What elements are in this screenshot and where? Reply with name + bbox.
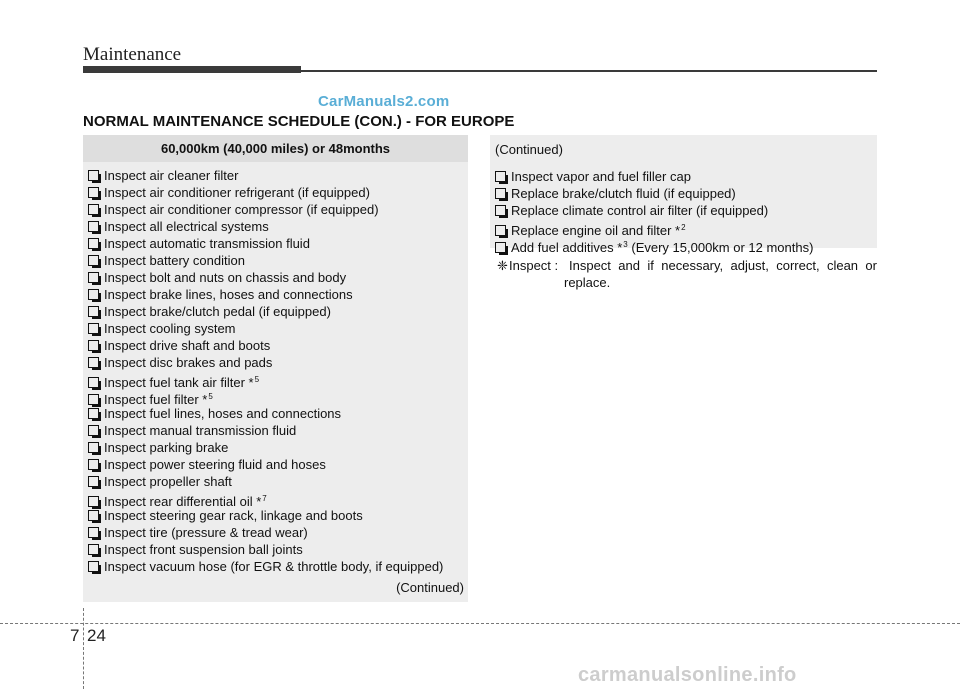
- checklist-item: [88, 439, 468, 456]
- checklist-item: [495, 236, 877, 253]
- checklist-item: [495, 202, 877, 219]
- checklist-item: [88, 184, 468, 201]
- checkbox-icon: [88, 340, 99, 351]
- footnote-symbol-icon: ❈: [497, 258, 508, 273]
- checklist-item-text: Replace climate control air filter (if equipped): [511, 203, 769, 218]
- footnote-marker: 3: [623, 240, 628, 249]
- checkbox-icon: [88, 204, 99, 215]
- header-rule-thick: [83, 66, 301, 73]
- right-continued-label: (Continued): [495, 142, 563, 157]
- checklist-item: [88, 303, 468, 320]
- checklist-item: [495, 219, 877, 236]
- checklist-item: [88, 201, 468, 218]
- footnote-marker: 5: [254, 375, 260, 384]
- checkbox-icon: [88, 221, 99, 232]
- checklist-item: [88, 524, 468, 541]
- checklist-item-text: Inspect air conditioner refrigerant (if equipped): [104, 185, 370, 200]
- checklist-item-text: Replace brake/clutch fluid (if equipped): [511, 186, 736, 201]
- checklist-item: [88, 490, 468, 507]
- footer-vertical-rule: [83, 608, 84, 689]
- checklist-item-text: Inspect parking brake: [104, 440, 229, 455]
- checklist-item: [88, 558, 468, 575]
- checklist-item-text: Inspect manual transmission fluid: [104, 423, 297, 438]
- checklist-item: [88, 371, 468, 388]
- page-header-title: Maintenance: [83, 44, 182, 65]
- checkbox-icon: [88, 187, 99, 198]
- checklist-item: [495, 185, 877, 202]
- checklist-item: [495, 168, 877, 185]
- footer-dashed-rule: [0, 623, 960, 624]
- checkbox-icon: [88, 476, 99, 487]
- checkbox-icon: [88, 510, 99, 521]
- checklist-item: [88, 286, 468, 303]
- checkbox-icon: [88, 306, 99, 317]
- checklist-item-text: Inspect vacuum hose (for EGR & throttle body, if equipped): [104, 559, 444, 574]
- checkbox-icon: [88, 408, 99, 419]
- header-rule-thin: [301, 70, 877, 72]
- footnote-marker: 2: [681, 223, 686, 232]
- checkbox-icon: [88, 496, 99, 507]
- checklist-item-suffix: (Every 15,000km or 12 months): [627, 240, 814, 255]
- checkbox-icon: [495, 188, 506, 199]
- checklist-item: [88, 541, 468, 558]
- checklist-item-text: Inspect disc brakes and pads: [104, 355, 273, 370]
- checklist-item-text: Inspect drive shaft and boots: [104, 338, 271, 353]
- checkbox-icon: [88, 394, 99, 405]
- checkbox-icon: [88, 459, 99, 470]
- checklist-item: [88, 235, 468, 252]
- checkbox-icon: [495, 171, 506, 182]
- checkbox-icon: [88, 442, 99, 453]
- checkbox-icon: [88, 238, 99, 249]
- checkbox-icon: [88, 544, 99, 555]
- checkbox-icon: [88, 255, 99, 266]
- checklist-item-text: Inspect battery condition: [104, 253, 245, 268]
- checklist-item: [88, 473, 468, 490]
- checklist-item-text: Inspect propeller shaft: [104, 474, 232, 489]
- checkbox-icon: [88, 561, 99, 572]
- checklist-item-text: Inspect brake/clutch pedal (if equipped): [104, 304, 331, 319]
- checklist-item-text: Inspect front suspension ball joints: [104, 542, 303, 557]
- footnote-text-line2: replace.: [564, 275, 611, 290]
- checkbox-icon: [88, 425, 99, 436]
- checklist-item-text: Inspect power steering fluid and hoses: [104, 457, 326, 472]
- checkbox-icon: [88, 357, 99, 368]
- left-continued-label: (Continued): [396, 580, 464, 595]
- footnote-row: [497, 257, 877, 274]
- checklist-item-text: Inspect fuel lines, hoses and connections: [104, 406, 342, 421]
- checklist-item-text: Replace engine oil and filter *: [511, 223, 681, 238]
- checklist-item-text: Inspect automatic transmission fluid: [104, 236, 310, 251]
- footer-page-number: 24: [87, 626, 106, 645]
- checklist-item: [88, 320, 468, 337]
- footnote-text-line1: Inspect and if necessary, adjust, correct, clean or: [569, 258, 877, 273]
- checklist-item: [88, 167, 468, 184]
- checklist-item-text: Inspect steering gear rack, linkage and boots: [104, 508, 363, 523]
- left-item-list: [83, 162, 468, 575]
- checklist-item-text: Inspect cooling system: [104, 321, 236, 336]
- checklist-item-text: Inspect air conditioner compressor (if equipped): [104, 202, 379, 217]
- checklist-item-text: Inspect fuel tank air filter *: [104, 375, 254, 390]
- checklist-item-text: Inspect air cleaner filter: [104, 168, 239, 183]
- checklist-item-text: Inspect brake lines, hoses and connections: [104, 287, 353, 302]
- footer-section-number: 7: [70, 626, 80, 645]
- left-schedule-box: [83, 135, 468, 602]
- checklist-item: [88, 269, 468, 286]
- checklist-item-text: Inspect all electrical systems: [104, 219, 269, 234]
- checkbox-icon: [495, 205, 506, 216]
- checklist-item: [88, 507, 468, 524]
- left-box-heading: 60,000km (40,000 miles) or 48months: [83, 135, 468, 162]
- checklist-item: [88, 252, 468, 269]
- checkbox-icon: [88, 289, 99, 300]
- watermark-bottom: carmanualsonline.info: [578, 664, 797, 686]
- checklist-item: [88, 354, 468, 371]
- checklist-item: [88, 337, 468, 354]
- checklist-item-text: Inspect bolt and nuts on chassis and body: [104, 270, 347, 285]
- checkbox-icon: [88, 272, 99, 283]
- footnote-marker: 5: [208, 392, 213, 401]
- checkbox-icon: [88, 377, 99, 388]
- checklist-item: [88, 388, 468, 405]
- checklist-item: [88, 422, 468, 439]
- checkbox-icon: [495, 242, 506, 253]
- checkbox-icon: [88, 170, 99, 181]
- right-item-list: [490, 163, 877, 253]
- section-title: NORMAL MAINTENANCE SCHEDULE (CON.) - FOR EUROPE: [83, 113, 515, 130]
- checkbox-icon: [88, 527, 99, 538]
- checklist-item: [88, 218, 468, 235]
- watermark-top: CarManuals2.com: [318, 93, 450, 110]
- footnote: [497, 257, 877, 291]
- footnote-marker: 7: [262, 494, 267, 503]
- checklist-item: [88, 456, 468, 473]
- checklist-item-text: Inspect fuel filter *: [104, 392, 208, 407]
- checklist-item: [88, 405, 468, 422]
- checkbox-icon: [88, 323, 99, 334]
- right-schedule-box: [490, 135, 877, 255]
- footnote-label: Inspect :: [509, 258, 559, 273]
- checklist-item-text: Add fuel additives *: [511, 240, 623, 255]
- checklist-item-text: Inspect rear differential oil *: [104, 494, 262, 509]
- checklist-item-text: Inspect tire (pressure & tread wear): [104, 525, 308, 540]
- checklist-item-text: Inspect vapor and fuel filler cap: [511, 169, 691, 184]
- checkbox-icon: [495, 225, 506, 236]
